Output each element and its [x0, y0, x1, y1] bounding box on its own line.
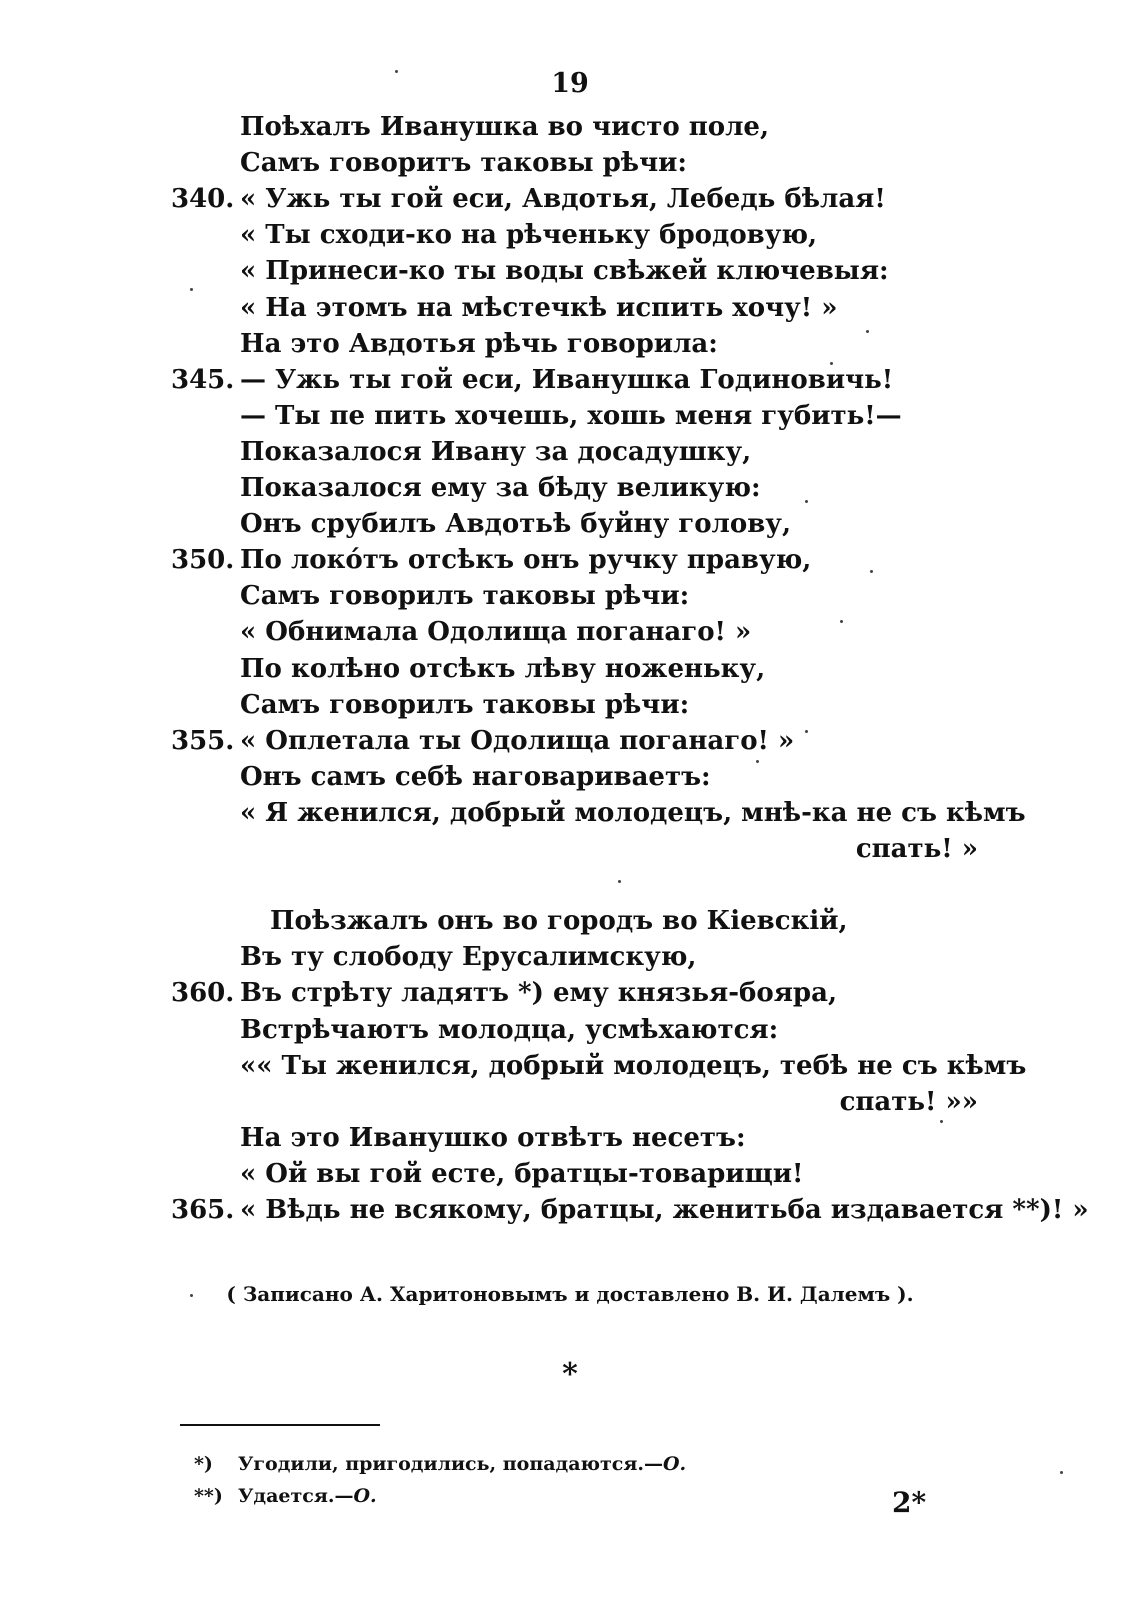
poem-line: [0, 1015, 1140, 1051]
poem-line: [0, 401, 1140, 437]
page-number: 19: [551, 68, 589, 99]
line-text: По колѣно отсѣкъ лѣву ноженьку,: [240, 654, 766, 684]
line-text: Онъ срубилъ Авдотьѣ буйну голову,: [240, 509, 791, 539]
line-text: « Обнимала Одолища поганаго! »: [240, 617, 752, 647]
line-text: « Ой вы гой есте, братцы-товарищи!: [240, 1159, 804, 1189]
scan-speck: [395, 70, 398, 73]
poem-line: [0, 726, 1140, 762]
poem-line: [0, 256, 1140, 292]
line-number: 340.: [171, 184, 235, 214]
poem-line: [0, 1123, 1140, 1159]
line-text: Поѣзжалъ онъ во городъ во Кіевскій,: [270, 906, 848, 936]
line-text: « Я женился, добрый молодецъ, мнѣ-ка не съ кѣмъ: [240, 798, 1026, 828]
poem-line: [0, 329, 1140, 365]
scan-speck: [840, 620, 843, 623]
poem-line: [0, 293, 1140, 329]
poem-line: [0, 762, 1140, 798]
poem-line: [0, 437, 1140, 473]
line-text: Самъ говорилъ таковы рѣчи:: [240, 581, 690, 611]
scan-speck: [805, 730, 808, 733]
line-text: На это Авдотья рѣчь говорила:: [240, 329, 718, 359]
line-text: Поѣхалъ Иванушка во чисто поле,: [240, 112, 770, 142]
line-text: « Принеси-ко ты воды свѣжей ключевыя:: [240, 256, 889, 286]
line-text: «« Ты женился, добрый молодецъ, тебѣ не съ кѣмъ: [240, 1051, 1027, 1081]
poem-line: [0, 545, 1140, 581]
poem-line: [0, 184, 1140, 220]
line-text: По локо́тъ отсѣкъ онъ ручку правую,: [240, 545, 812, 575]
line-text: Показалося Ивану за досадушку,: [240, 437, 752, 467]
line-text: — Ужь ты гой еси, Иванушка Годиновичь!: [240, 365, 894, 395]
poem-line: [0, 220, 1140, 256]
poem-line: [0, 148, 1140, 184]
line-number: 355.: [171, 726, 235, 756]
line-text: — Ты пе пить хочешь, хошь меня губить!—: [240, 401, 902, 431]
scan-speck: [866, 330, 869, 333]
line-text: Встрѣчаютъ молодца, усмѣхаются:: [240, 1015, 779, 1045]
footnote-text: Удается.—: [238, 1485, 354, 1507]
line-text: Самъ говорилъ таковы рѣчи:: [240, 690, 690, 720]
poem-line: [0, 690, 1140, 726]
line-continuation: спать! »»: [839, 1087, 978, 1117]
line-text: « Оплетала ты Одолища поганаго! »: [240, 726, 795, 756]
line-number: 345.: [171, 365, 235, 395]
scan-speck: [756, 760, 759, 763]
line-number: 350.: [171, 545, 235, 575]
footnote-source: О.: [663, 1453, 687, 1475]
line-text: Показалося ему за бѣду великую:: [240, 473, 761, 503]
poem-line: [0, 1159, 1140, 1195]
poem-line: [0, 473, 1140, 509]
poem-line: [0, 834, 1140, 870]
scan-speck: [870, 570, 873, 573]
footnote-text: Угодили, пригодились, попадаются.—: [238, 1453, 663, 1475]
printer-signature: 2*: [892, 1486, 927, 1519]
line-text: « Ты сходи-ко на рѣченьку бродовую,: [240, 220, 818, 250]
scan-speck: [190, 288, 193, 291]
footnote: [194, 1485, 686, 1517]
line-text: Самъ говоритъ таковы рѣчи:: [240, 148, 688, 178]
footnote-mark: *): [194, 1453, 213, 1475]
poem-line: [0, 1195, 1140, 1231]
line-text: « На этомъ на мѣстечкѣ испить хочу! »: [240, 293, 838, 323]
footnote-mark: **): [194, 1485, 223, 1507]
poem-line: [0, 1051, 1140, 1087]
line-text: На это Иванушко отвѣтъ несетъ:: [240, 1123, 746, 1153]
footnotes: [194, 1453, 686, 1517]
line-number: 360.: [171, 978, 235, 1008]
scan-speck: [940, 1120, 943, 1123]
scan-speck: [830, 362, 833, 365]
scan-speck: [618, 880, 621, 883]
line-text: « Ужь ты гой еси, Авдотья, Лебедь бѣлая!: [240, 184, 886, 214]
footnote: [194, 1453, 686, 1485]
attribution-note: ( Записано А. Харитоновымъ и доставлено В. И. Далемъ ).: [226, 1282, 914, 1306]
poem-line: [0, 581, 1140, 617]
poem-line: [0, 509, 1140, 545]
line-text: Въ ту слободу Ерусалимскую,: [240, 942, 697, 972]
line-text: « Вѣдь не всякому, братцы, женитьба издавается **)! »: [240, 1195, 1089, 1225]
poem-line: [0, 617, 1140, 653]
section-asterism: *: [562, 1357, 578, 1392]
poem-line: [0, 1087, 1140, 1123]
line-text: Въ стрѣту ладятъ *) ему князья-бояра,: [240, 978, 837, 1008]
poem-line: [0, 654, 1140, 690]
scan-speck: [190, 1294, 193, 1297]
footnote-divider: [180, 1424, 380, 1426]
poem-line: [0, 978, 1140, 1014]
scan-speck: [805, 500, 808, 503]
poem-line: [0, 942, 1140, 978]
line-number: 365.: [171, 1195, 235, 1225]
poem-line: [0, 870, 1140, 906]
poem-line: [0, 112, 1140, 148]
poem-line: [0, 906, 1140, 942]
line-continuation: спать! »: [855, 834, 978, 864]
footnote-source: О.: [353, 1485, 377, 1507]
poem-line: [0, 798, 1140, 834]
poem-line: [0, 365, 1140, 401]
line-text: Онъ самъ себѣ наговариваетъ:: [240, 762, 711, 792]
scan-speck: [1060, 1471, 1063, 1474]
